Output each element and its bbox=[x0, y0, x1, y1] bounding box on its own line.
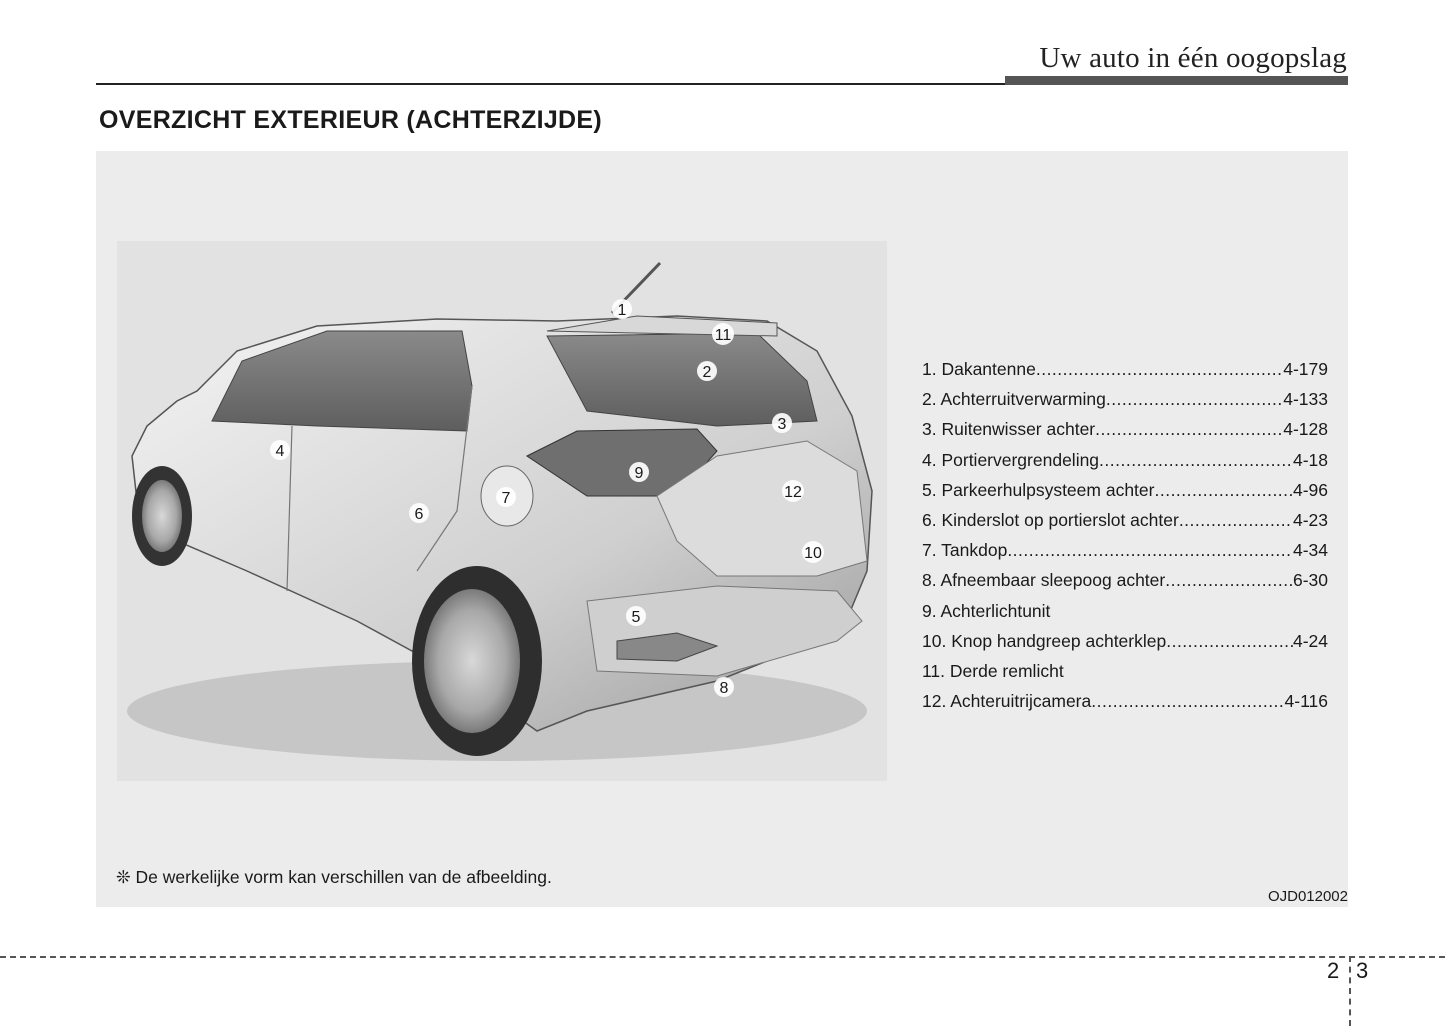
section-title: OVERZICHT EXTERIEUR (ACHTERZIJDE) bbox=[99, 106, 602, 134]
callout-7 bbox=[496, 487, 516, 507]
car-illustration bbox=[117, 241, 887, 781]
callout-5 bbox=[626, 606, 646, 626]
callout-12 bbox=[782, 480, 804, 502]
parts-legend bbox=[922, 354, 1328, 716]
svg-text:6: 6 bbox=[414, 506, 424, 523]
callout-3 bbox=[772, 413, 792, 433]
svg-text:2: 2 bbox=[702, 364, 712, 381]
svg-text:5: 5 bbox=[631, 609, 641, 626]
callout-11 bbox=[712, 323, 734, 345]
chapter-number: 2 bbox=[1327, 958, 1340, 983]
page-number: 3 bbox=[1356, 958, 1369, 983]
svg-text:7: 7 bbox=[501, 490, 511, 507]
callout-9 bbox=[629, 462, 649, 482]
legend-item: 10. Knop handgreep achterklep ..... 4-24 bbox=[922, 626, 1328, 656]
legend-item: 1. Dakantenne ..... 4-179 bbox=[922, 354, 1328, 384]
legend-item: 6. Kinderslot op portierslot achter ..... 4-23 bbox=[922, 505, 1328, 535]
legend-item: 9. Achterlichtunit bbox=[922, 600, 1051, 621]
svg-text:1: 1 bbox=[617, 302, 627, 319]
legend-item: 11. Derde remlicht bbox=[922, 661, 1064, 682]
svg-text:9: 9 bbox=[634, 465, 644, 482]
image-code: OJD012002 bbox=[1267, 888, 1348, 905]
footer-page-divider bbox=[1349, 956, 1351, 1026]
rear-wheel-rim bbox=[424, 589, 520, 733]
callout-8 bbox=[714, 677, 734, 697]
callout-6 bbox=[409, 503, 429, 523]
legend-item: 2. Achterruitverwarming ..... 4-133 bbox=[922, 384, 1328, 414]
header-rule bbox=[96, 83, 1006, 85]
svg-text:3: 3 bbox=[777, 416, 787, 433]
svg-text:4: 4 bbox=[275, 443, 285, 460]
callout-10 bbox=[802, 541, 824, 563]
footer-divider bbox=[0, 956, 1445, 958]
svg-text:11: 11 bbox=[714, 327, 732, 344]
legend-item: 3. Ruitenwisser achter ..... 4-128 bbox=[922, 414, 1328, 444]
illustration-note: ❊ De werkelijke vorm kan verschillen van de afbeelding. bbox=[116, 867, 552, 887]
legend-item: 5. Parkeerhulpsysteem achter ..... 4-96 bbox=[922, 475, 1328, 505]
running-header: Uw auto in één oogopslag bbox=[1039, 42, 1347, 74]
svg-text:12: 12 bbox=[784, 484, 802, 501]
callout-1 bbox=[612, 299, 632, 319]
svg-text:8: 8 bbox=[719, 680, 729, 697]
rear-bumper bbox=[587, 586, 862, 676]
legend-item: 4. Portiervergrendeling ..... 4-18 bbox=[922, 445, 1328, 475]
svg-text:10: 10 bbox=[804, 545, 822, 562]
callout-2 bbox=[697, 361, 717, 381]
front-wheel-rim bbox=[142, 480, 182, 552]
legend-item: 12. Achteruitrijcamera ..... 4-116 bbox=[922, 686, 1328, 716]
legend-item: 7. Tankdop ..... 4-34 bbox=[922, 535, 1328, 565]
header-bar bbox=[1005, 76, 1348, 85]
car-rear-view-image bbox=[117, 241, 887, 781]
legend-item: 8. Afneembaar sleepoog achter ..... 6-30 bbox=[922, 565, 1328, 595]
callout-4 bbox=[270, 440, 290, 460]
